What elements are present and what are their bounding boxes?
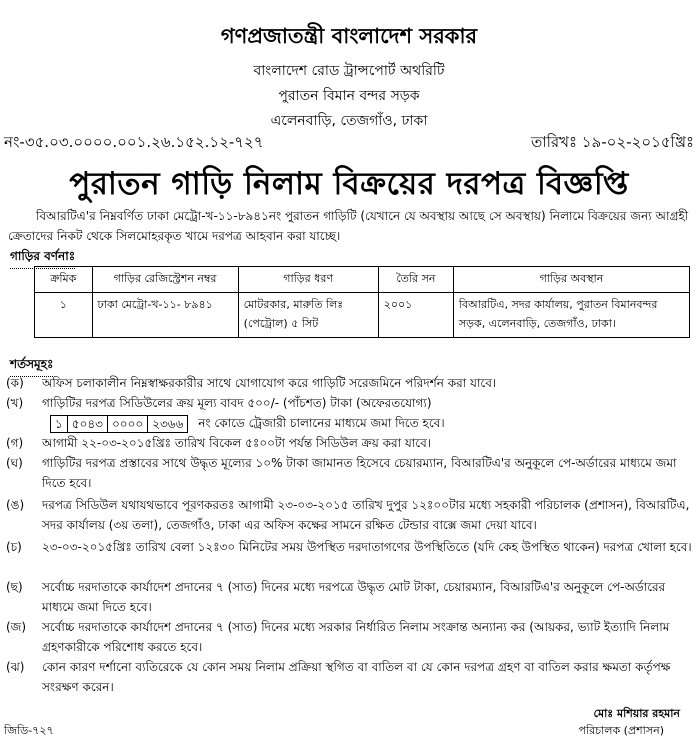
conditions-heading: শর্তসমূহঃ [10,356,53,377]
condition-label: (জ) [6,620,27,634]
condition-text-part: নং কোডে ট্রেজারী চালানের মাধ্যমে জমা দিতে হবে। [198,416,445,430]
condition-label: (চ) [6,540,22,554]
vehicle-description-heading: গাড়ির বর্ণনাঃ [10,248,75,269]
column-header-serial: ক্রমিক [35,267,93,293]
condition-text: ২৩-০৩-২০১৫খ্রিঃ তারিখ বেলা ১২ঃ৩০ মিনিটের সময় উপস্থিত দরদাতাগণের উপস্থিতিতে (যদি কেহ উপস্থিত থাকেন) দরপত্র খোলা হবে। [42,540,692,554]
cell-location: বিআরটিএ, সদর কার্যালয়, পুরাতন বিমানবন্দর সড়ক, এলেনবাড়ি, তেজগাঁও, ঢাকা। [453,293,689,338]
memo-number: নং-৩৫.০৩.০০০০.০০১.২৬.১৫২.১২-৭২৭ [4,133,264,151]
cell-serial: ১ [35,293,93,338]
code-box: ২৩৬৬ [152,416,184,431]
code-box: ০০০০ [108,416,148,432]
condition-text: কোন কারণ দর্শানো ব্যতিরেকে যে কোন সময় নিলাম প্রক্রিয়া স্থগিত বা বাতিল বা যে কোন দরপত্র গ্রহণ বা বাতিল করার ক্ষমতা কর্তৃপক্ষ সংরক্ষণ করেন। [42,660,671,694]
column-header-registration: গাড়ির রেজিস্ট্রেশন নম্বর [92,267,238,293]
condition-label: (ঘ) [6,456,23,470]
condition-item [6,373,692,393]
signatory-name: মোঃ মশিয়ার রহমান [593,707,680,720]
column-header-year: তৈরি সন [378,267,453,293]
intro-paragraph: বিআরটিএ'র নিম্নবর্ণিত ঢাকা মেট্রো-খ-১১-৮৯৪১নং পুরাতন গাড়িটি (যেখানে যে অবস্থায় আছে সে অবস্থায়) নিলামে বিক্রয়ের জন্য আগ্রহী ক্রেতাদের নিকট থেকে সিলমোহরকৃত খামে দরপত্র আহবান করা যাচ্ছে। [8,209,689,243]
column-header-location: গাড়ির অবস্থান [453,267,689,293]
condition-item [6,617,692,657]
condition-text: দরপত্র সিডিউল যথাযথভাবে পূরণকরতঃ আগামী ২৩-০৩-২০১৫ তারিখ দুপুর ১২ঃ০০টার মধ্যে সহকারী পরিচালক (প্রশাসন), বিআরটিএ, সদর কার্যালয় (৩য় তলা), তেজগাঁও, ঢাকা এর অফিস কক্ষের সামনে রক্ষিত টেন্ডার বাক্সে জমা দেয়া যাবে। [42,498,690,532]
condition-label: (গ) [6,436,24,450]
notice-headline: পুরাতন গাড়ি নিলাম বিক্রয়ের দরপত্র বিজ্ঞপ্তি [69,166,629,202]
condition-text: সর্বোচ্চ দরদাতাকে কার্যাদেশ প্রদানের ৭ (সাত) দিনের মধ্যে দরপত্রে উদ্ধৃত মোট টাকা, চেয়ারম্যান, বিআরটিএ'র অনুকূলে পে-অর্ডারের মাধ্যমে জমা দিতে হবে। [42,580,666,614]
condition-item [6,453,692,493]
condition-text: অফিস চলাকালীন নিম্নস্বাক্ষরকারীর সাথে যোগাযোগ করে গাড়িটি সরেজমিনে পরিদর্শন করা যাবে। [42,376,497,390]
condition-label: (ঝ) [6,660,25,674]
condition-text: আগামী ২২-০৩-২০১৫খ্রিঃ তারিখ বিকেল ৫ঃ০০টা পর্যন্ত সিডিউল ক্রয় করা যাবে। [42,436,432,450]
treasury-code-boxes [50,415,188,433]
condition-label: (ক) [6,376,24,390]
condition-item [6,577,692,617]
vehicle-table-header [35,267,690,293]
condition-label: (ঙ) [6,498,25,512]
cell-registration: ঢাকা মেট্রো-খ-১১- ৮৯৪১ [92,293,238,338]
footer-memo-number: জিডি-৭২৭ [4,724,54,737]
cell-type: মোটরকার, মারুতি লিঃ (পেট্রোল) ৫ সিট [238,293,378,338]
government-title: গণপ্রজাতন্ত্রী বাংলাদেশ সরকার [220,24,478,48]
condition-text [42,393,692,433]
code-box: ১ [51,416,68,432]
condition-item [6,393,692,433]
condition-text: সর্বোচ্চ দরদাতাকে কার্যাদেশ প্রদানের ৭ (সাত) দিনের মধ্যে সরকার নির্ধারিত নিলাম সংক্রান্ত অন্যান্য কর (আয়কর, ভ্যাট ইত্যাদি নিলাম গ্রহণকারীকে পরিশোধ করতে হবে। [42,620,670,654]
column-header-type: গাড়ির ধরণ [238,267,378,293]
condition-label: (খ) [6,396,24,410]
condition-text-part: গাড়িটির দরপত্র সিডিউলের ক্রয় মূল্য বাবদ ৫০০/- (পাঁচশত) টাকা (অফেরতযোগ্য) [42,396,432,410]
condition-item [6,433,692,453]
notice-date: তারিখঃ ১৯-০২-২০১৫খ্রিঃ [531,133,694,151]
cell-year: ২০০১ [378,293,453,338]
address-line-2: এলেনবাড়ি, তেজগাঁও, ঢাকা [270,113,428,129]
signatory-designation: পরিচালক (প্রশাসন) [578,724,664,737]
condition-item [6,657,692,697]
condition-item [6,495,692,535]
code-box: ৫০৪৩ [68,416,108,432]
condition-label: (ছ) [6,580,23,594]
condition-text: গাড়িটির দরপত্র প্রস্তাবের সাথে উদ্ধৃত মূল্যের ১০% টাকা জামানত হিসেবে চেয়ারম্যান, বিআরটিএ'র অনুকূলে পে-অর্ডারের মাধ্যমে জমা দিতে হবে। [42,456,677,490]
organization-name: বাংলাদেশ রোড ট্রান্সপোর্ট অথরিটি [253,63,445,79]
vehicle-table [34,266,690,338]
condition-item [6,537,692,557]
address-line-1: পুরাতন বিমান বন্দর সড়ক [278,88,420,104]
table-row [35,293,690,338]
